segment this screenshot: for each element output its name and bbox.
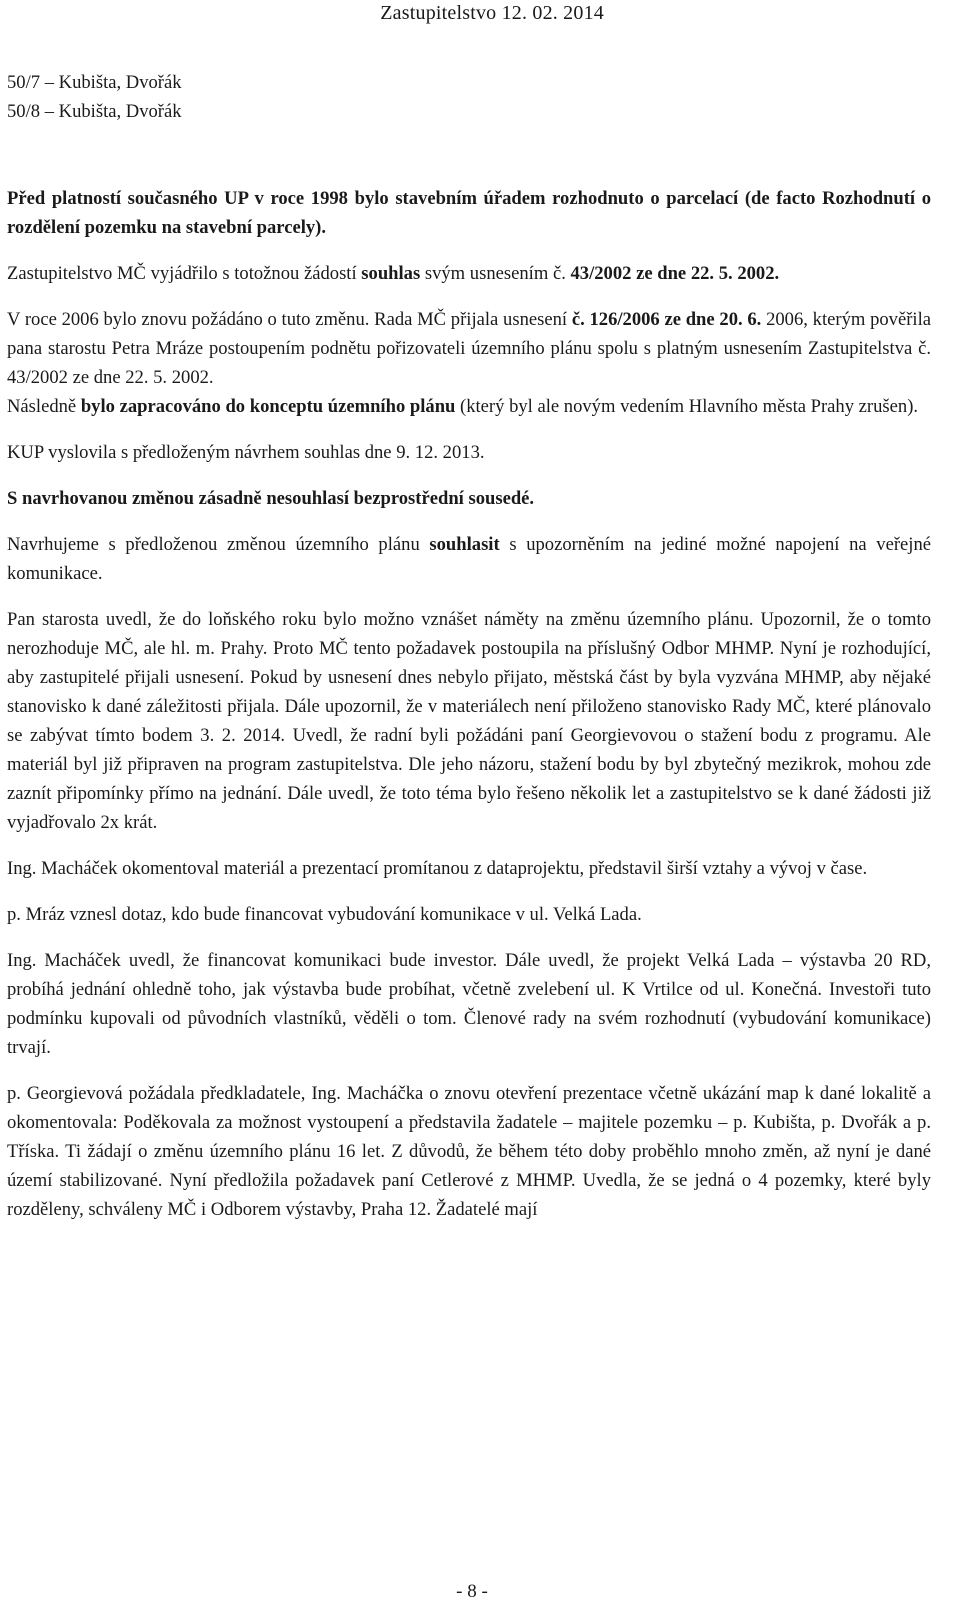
paragraph-mayor: Pan starosta uvedl, že do loňského roku bylo možno vznášet náměty na změnu územního plánu. Upozornil, že o tomto nerozhoduje MČ, ale hl. m. Prahy. Proto MČ tento požadavek postoupila na příslušný Odbor MHMP. Nyní je rozhodující, aby zastupitelé přijali usnesení. Pokud by usnesení dnes nebylo přijato, městská část by byla vyzvána MHMP, aby nějaké stanovisko k dané záležitosti přijala. Dále upozornil, že v materiálech není přiloženo stanovisko Rady MČ, které plánovalo se zabývat tímto bodem 3. 2. 2014. Uvedl, že radní byli požádáni paní Georgievovou o stažení bodu z programu. Ale materiál byl již připraven na program zastupitelstva. Dle jeho názoru, stažení bodu by byl zbytečný mezikrok, mohou zde zaznít připomínky přímo na jednání. Dále uvedl, že toto téma bylo řešeno několik let a zastupitelstvo se k dané žádosti již vyjadřovalo 2x krát. — [7, 609, 931, 833]
paragraph-machacek-answer: Ing. Macháček uvedl, že financovat komunikaci bude investor. Dále uvedl, že projekt Velká Lada – výstavba 20 RD, probíhá jednání ohledně toho, jak výstavba bude probíhat, včetně zvelebení ul. K Vrtilce od ul. Konečná. Investoři tuto podmínku kupovali od původních vlastníků, věděli o tom. Členové rady na svém rozhodnutí (vybudování komunikace) trvají. — [7, 950, 931, 1058]
paragraph-kup: KUP vyslovila s předloženým návrhem souhlas dne 9. 12. 2013. — [7, 442, 485, 463]
paragraph-proposal: Navrhujeme s předloženou změnou územního plánu souhlasit s upozorněním na jediné možné napojení na veřejné komunikace. — [7, 534, 931, 584]
paragraph-machacek-presentation: Ing. Macháček okomentoval materiál a prezentací promítanou z dataprojektu, představil širší vztahy a vývoj v čase. — [7, 858, 868, 879]
paragraph-concept: Následně bylo zapracováno do konceptu územního plánu (který byl ale novým vedením Hlavního města Prahy zrušen). — [7, 396, 919, 417]
item-line: 50/7 – Kubišta, Dvořák — [7, 72, 182, 93]
paragraph-history: Před platností současného UP v roce 1998 bylo stavebním úřadem rozhodnuto o parcelací (de facto Rozhodnutí o rozdělení pozemku na stavební parcely). — [7, 188, 931, 238]
page-number: - 8 - — [456, 1581, 488, 1602]
page-header: Zastupitelstvo 12. 02. 2014 — [380, 2, 604, 24]
item-line: 50/8 – Kubišta, Dvořák — [7, 101, 182, 122]
paragraph-mraz-question: p. Mráz vznesl dotaz, kdo bude financovat vybudování komunikace v ul. Velká Lada. — [7, 904, 642, 925]
paragraph-georgievova: p. Georgievová požádala předkladatele, Ing. Macháčka o znovu otevření prezentace včetně ukázání map k dané lokalitě a okomentovala: Poděkovala za možnost vystoupení a představila žadatele – majitele pozemku – p. Kubišta, p. Dvořák a p. Tříska. Ti žádají o změnu územního plánu 16 let. Z důvodů, že během této doby proběhlo mnoho změn, až nyní je dané území stabilizované. Nyní předložila požadavek paní Cetlerové z MHMP. Uvedla, že se jedná o 4 pozemky, které byly rozděleny, schváleny MČ i Odborem výstavby, Praha 12. Žadatelé mají — [7, 1083, 931, 1220]
paragraph-neighbors: S navrhovanou změnou zásadně nesouhlasí bezprostřední sousedé. — [7, 488, 535, 509]
paragraph-2006-request: V roce 2006 bylo znovu požádáno o tuto změnu. Rada MČ přijala usnesení č. 126/2006 ze dne 20. 6. 2006, kterým pověřila pana starostu Petra Mráze postoupením podnětu pořizovateli územního plánu spolu s platným usnesením Zastupitelstva č. 43/2002 ze dne 22. 5. 2002. — [7, 309, 932, 388]
paragraph-council-consent: Zastupitelstvo MČ vyjádřilo s totožnou žádostí souhlas svým usnesením č. 43/2002 ze dne 22. 5. 2002. — [7, 263, 780, 284]
document-body — [7, 68, 931, 1224]
